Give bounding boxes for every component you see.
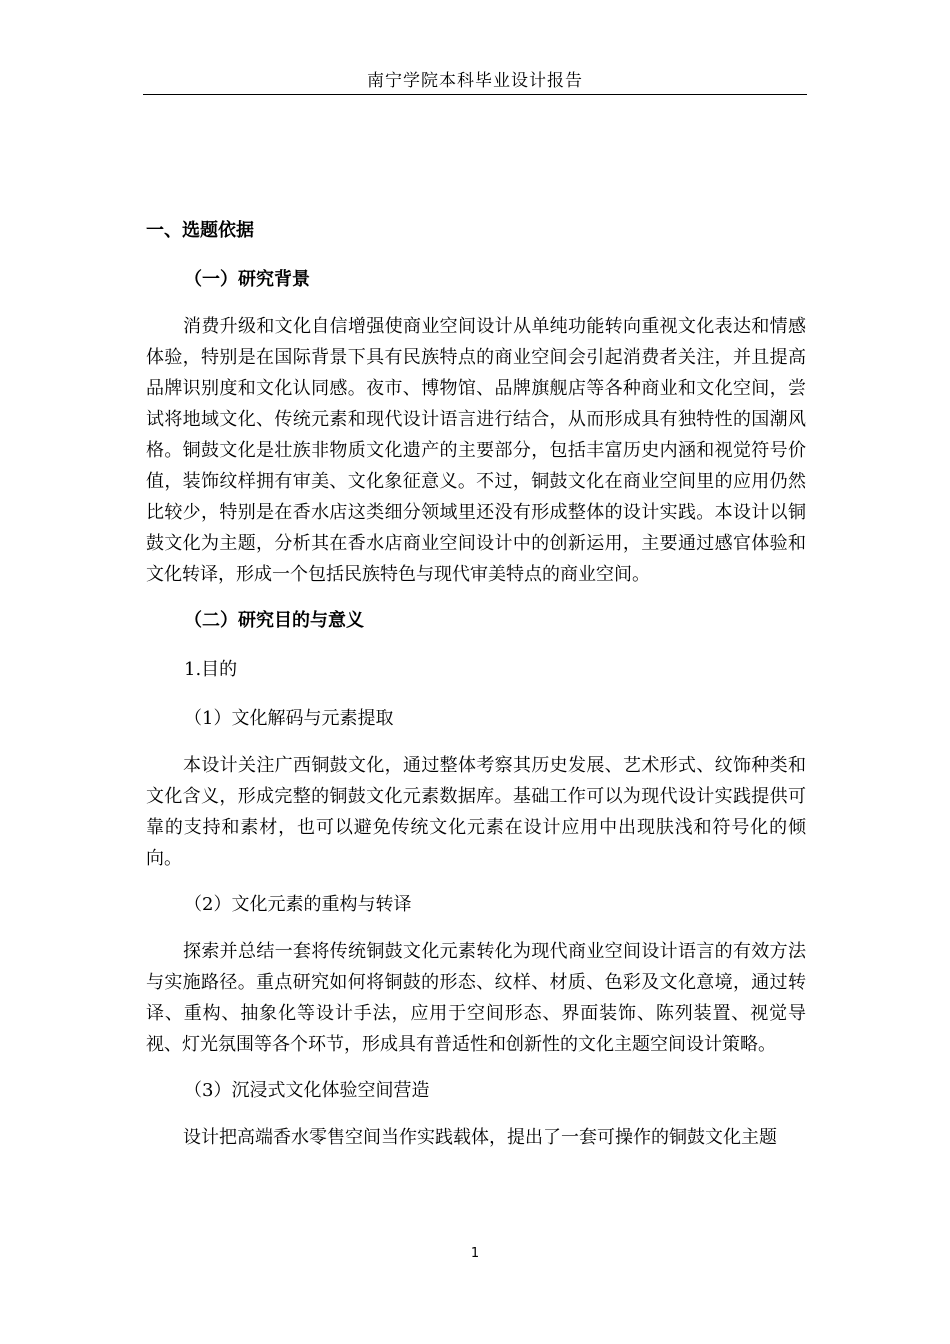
subsection-heading-background: （一）研究背景 [184,269,310,290]
subsection-heading-purpose: （二）研究目的与意义 [184,610,364,631]
header-divider [143,94,807,95]
paragraph-decoding: 本设计关注广西铜鼓文化，通过整体考察其历史发展、艺术形式、纹饰种类和文化含义，形成完整的铜鼓文化元素数据库。基础工作可以为现代设计实践提供可靠的支持和素材，也可以避免传统文化元素在设计应用中出现肤浅和符号化的倾向。 [146,755,806,869]
paragraph-background: 消费升级和文化自信增强使商业空间设计从单纯功能转向重视文化表达和情感体验，特别是在国际背景下具有民族特点的商业空间会引起消费者关注，并且提高品牌识别度和文化认同感。夜市、博物馆、品牌旗舰店等各种商业和文化空间，尝试将地域文化、传统元素和现代设计语言进行结合，从而形成具有独特性的国潮风格。铜鼓文化是壮族非物质文化遗产的主要部分，包括丰富历史内涵和视觉符号价值，装饰纹样拥有审美、文化象征意义。不过，铜鼓文化在商业空间里的应用仍然比较少，特别是在香水店这类细分领域里还没有形成整体的设计实践。本设计以铜鼓文化为主题，分析其在香水店商业空间设计中的创新运用，主要通过感官体验和文化转译，形成一个包括民族特色与现代审美特点的商业空间。 [146,316,806,585]
item-heading-reconstruction: （2）文化元素的重构与转译 [184,894,412,915]
page-number: 1 [470,1246,480,1261]
paragraph-immersive: 设计把高端香水零售空间当作实践载体，提出了一套可操作的铜鼓文化主题 [183,1127,777,1148]
section-heading-basis: 一、选题依据 [146,220,254,241]
paragraph-reconstruction: 探索并总结一套将传统铜鼓文化元素转化为现代商业空间设计语言的有效方法与实施路径。重点研究如何将铜鼓的形态、纹样、材质、色彩及文化意境，通过转译、重构、抽象化等设计手法，应用于空间形态、界面装饰、陈列装置、视觉导视、灯光氛围等各个环节，形成具有普适性和创新性的文化主题空间设计策略。 [146,941,806,1055]
item-heading-immersive: （3）沉浸式文化体验空间营造 [184,1080,430,1101]
document-body [146,213,806,1166]
item-heading-goal: 1.目的 [184,659,238,680]
item-heading-decoding: （1）文化解码与元素提取 [184,708,394,729]
running-header: 南宁学院本科毕业设计报告 [367,71,583,91]
